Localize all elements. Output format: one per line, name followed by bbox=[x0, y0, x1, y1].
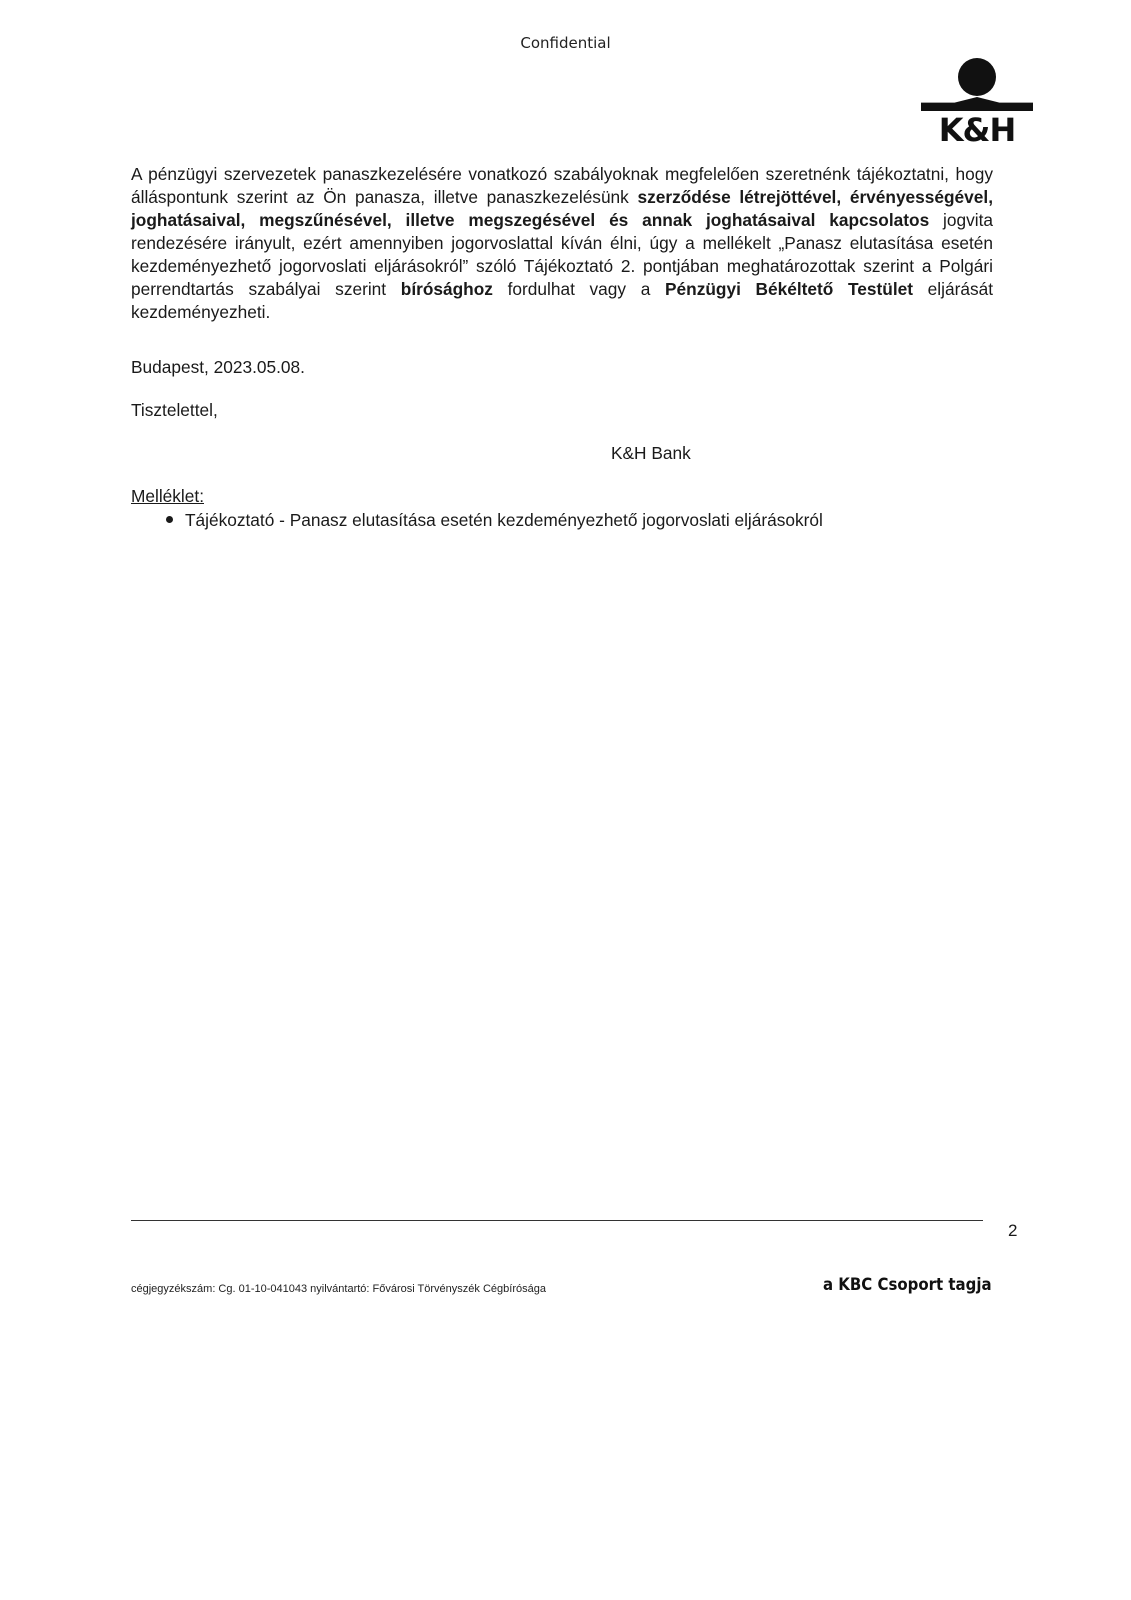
letter-greeting: Tisztelettel, bbox=[131, 400, 218, 420]
kbc-group-label: a KBC Csoport tagja bbox=[823, 1275, 992, 1295]
attachment-label: Melléklet: bbox=[131, 486, 204, 506]
paragraph-bold-text: bírósághoz bbox=[400, 279, 493, 299]
confidential-label: Confidential bbox=[520, 34, 611, 52]
letter-date: Budapest, 2023.05.08. bbox=[131, 357, 305, 377]
attachment-item-text: Tájékoztató - Panasz elutasítása esetén kezdeményezhető jogorvoslati eljárásokról bbox=[185, 510, 823, 530]
paragraph-text: jogvita rendezésére irányult, ezért amennyiben jogorvoslattal kíván élni, úgy a mellékelt „Panasz elutasítása esetén kezdeményezhető jogorvoslati eljárásokról” szóló Tájékoztató 2. pontjában meghatározottak szerint a Polgári perrendtartás szabályai szerint bbox=[131, 210, 993, 299]
bullet-icon bbox=[166, 516, 173, 523]
attachment-list bbox=[166, 510, 823, 531]
paragraph-bold-text: Pénzügyi Békéltető Testület bbox=[665, 279, 913, 299]
paragraph-bold-text: szerződése létrejöttével, érvényességével, joghatásaival, megszűnésével, illetve megszegésével és annak joghatásaival kapcsolatos bbox=[131, 187, 993, 230]
logo-bar bbox=[921, 97, 1033, 111]
kh-logo bbox=[921, 58, 1033, 148]
logo-text: K&H bbox=[938, 111, 1016, 149]
paragraph-text: eljárását kezdeményezheti. bbox=[131, 279, 993, 322]
company-registration: cégjegyzékszám: Cg. 01-10-041043 nyilvántartó: Fővárosi Törvényszék Cégbírósága bbox=[131, 1283, 546, 1295]
attachment-item bbox=[166, 510, 823, 531]
logo-dot bbox=[958, 58, 996, 96]
paragraph-text: A pénzügyi szervezetek panaszkezelésére vonatkozó szabályoknak megfelelően szeretnénk tájékoztatni, hogy álláspontunk szerint az Ön panasza, illetve panaszkezelésünk bbox=[131, 164, 993, 207]
footer-divider bbox=[131, 1220, 983, 1221]
paragraph-text: fordulhat vagy a bbox=[492, 279, 666, 299]
main-paragraph bbox=[131, 163, 993, 324]
page-number: 2 bbox=[1008, 1221, 1018, 1240]
letter-signature: K&H Bank bbox=[611, 443, 691, 463]
